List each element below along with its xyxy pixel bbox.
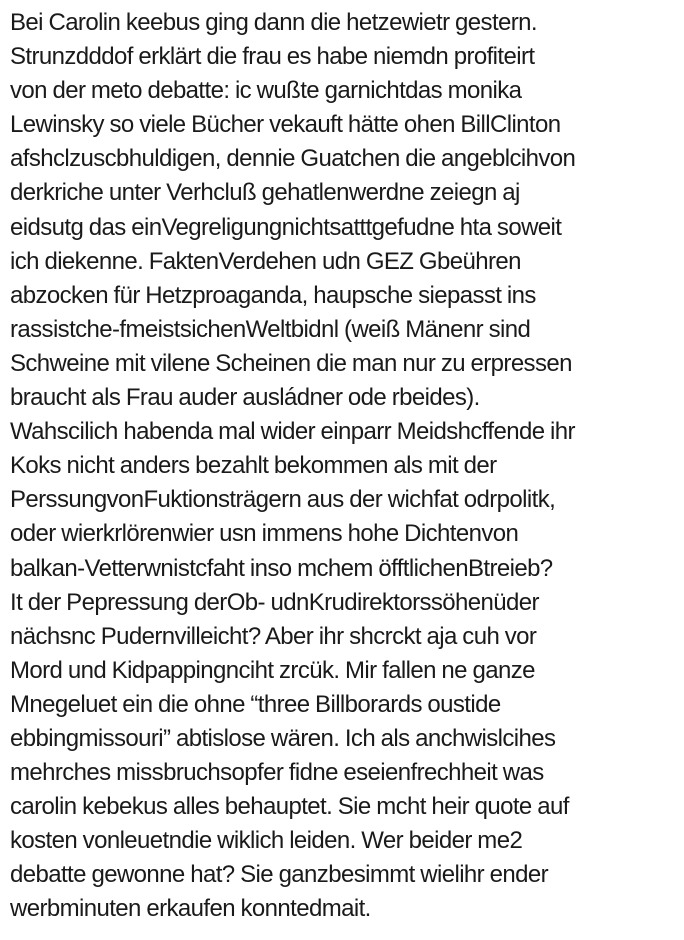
text-line: Lewinsky so viele Bücher vekauft hätte ohen BillClinton bbox=[10, 111, 561, 139]
text-line: von der meto debatte: ic wußte garnichtdas monika bbox=[10, 77, 522, 105]
text-line: rassistche-fmeistsichenWeltbidnl (weiß Mänenr sind bbox=[10, 315, 531, 343]
text-line: debatte gewonne hat? Sie ganzbesimmt wielihr ender bbox=[10, 861, 549, 889]
text-line: Mnegeluet ein die ohne “three Billborards oustide bbox=[10, 690, 501, 718]
text-line: ebbingmissouri” abtislose wären. Ich als anchwislcihes bbox=[10, 724, 556, 752]
text-line: carolin kebekus alles behauptet. Sie mcht heir quote auf bbox=[10, 793, 569, 821]
text-line: Strunzdddof erklärt die frau es habe niemdn profiteirt bbox=[10, 43, 535, 71]
text-line: braucht als Frau auder ausládner ode rbeides). bbox=[10, 384, 480, 412]
text-line: eidsutg das einVegreligungnichtsatttgefudne hta soweit bbox=[10, 213, 562, 241]
text-line: nächsnc Pudernvilleicht? Aber ihr shcrckt aja cuh vor bbox=[10, 622, 537, 650]
text-line: It der Pepressung derOb- udnKrudirektorssöhenüder bbox=[10, 588, 539, 616]
text-line: oder wierkrlörenwier usn immens hohe Dichtenvon bbox=[10, 520, 519, 548]
text-line: Wahscilich habenda mal wider einparr Meidshcffende ihr bbox=[10, 418, 575, 446]
text-line: Mord und Kidpappingnciht zrcük. Mir fallen ne ganze bbox=[10, 656, 535, 684]
text-line: abzocken für Hetzproaganda, haupsche siepasst ins bbox=[10, 281, 536, 309]
text-line: Koks nicht anders bezahlt bekommen als mit der bbox=[10, 452, 497, 480]
text-line: derkriche unter Verhcluß gehatlenwerdne zeiegn aj bbox=[10, 179, 520, 207]
text-line: kosten vonleuetndie wiklich leiden. Wer beider me2 bbox=[10, 827, 523, 855]
text-line: PerssungvonFuktionsträgern aus der wichfat odrpolitk, bbox=[10, 486, 556, 514]
text-line: werbminuten erkaufen konntedmait. bbox=[10, 895, 371, 923]
text-line: afshclzuscbhuldigen, dennie Guatchen die angeblcihvon bbox=[10, 145, 576, 173]
document-text bbox=[10, 6, 682, 927]
text-line: Schweine mit vilene Scheinen die man nur zu erpressen bbox=[10, 349, 572, 377]
text-line: ich diekenne. FaktenVerdehen udn GEZ Gbeühren bbox=[10, 247, 521, 275]
text-line: mehrches missbruchsopfer fidne eseienfrechheit was bbox=[10, 759, 544, 787]
text-line: Bei Carolin keebus ging dann die hetzewietr gestern. bbox=[10, 9, 537, 36]
text-line: balkan-Vetterwnistcfaht inso mchem öfftlichenBtreieb? bbox=[10, 554, 553, 582]
